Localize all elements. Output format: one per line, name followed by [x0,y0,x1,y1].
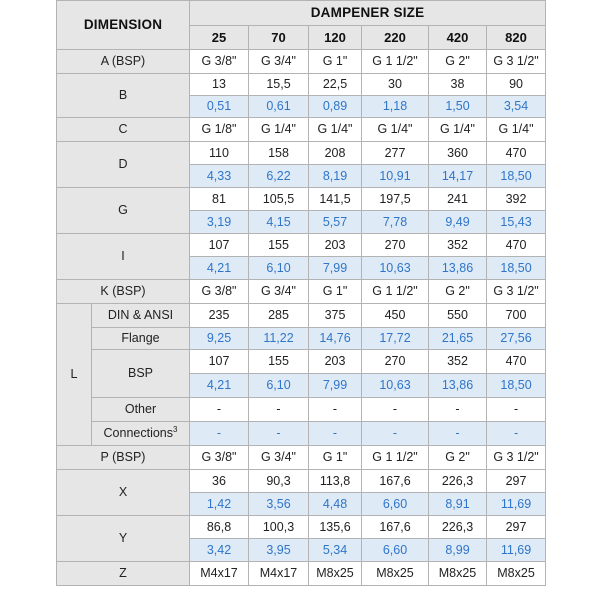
row-label: A (BSP) [57,50,190,74]
size-header: 25 [190,26,249,50]
row-label: X [57,470,190,516]
table-cell-inch: 4,33 [190,165,249,188]
table-cell: 360 [429,142,487,165]
table-cell: 392 [487,188,546,211]
table-cell: 375 [309,304,362,328]
table-cell: 470 [487,234,546,257]
row-l-flange-mm [57,304,546,328]
table-cell-inch: 6,22 [249,165,309,188]
table-cell-inch: - [362,422,429,446]
table-cell-inch: - [487,422,546,446]
table-cell: 167,6 [362,516,429,539]
table-cell-inch: 7,99 [309,374,362,398]
table-cell: 208 [309,142,362,165]
table-cell: 285 [249,304,309,328]
table-cell: G 1/4" [249,118,309,142]
table-cell: G 1" [309,50,362,74]
table-cell: 241 [429,188,487,211]
table-cell: 15,5 [249,74,309,96]
table-cell-inch: 13,86 [429,257,487,280]
table-cell: G 1/4" [487,118,546,142]
table-cell: 13 [190,74,249,96]
size-header: 70 [249,26,309,50]
table-cell: 352 [429,234,487,257]
table-cell: G 3 1/2" [487,50,546,74]
table-cell-inch: 1,50 [429,96,487,118]
row-g-mm [57,188,546,211]
table-cell: M8x25 [429,562,487,586]
table-cell-inch: - [190,422,249,446]
row-d-mm [57,142,546,165]
table-cell: 107 [190,234,249,257]
table-cell: G 1/4" [309,118,362,142]
row-a [57,50,546,74]
table-cell-inch: 4,21 [190,257,249,280]
table-cell: 203 [309,350,362,374]
table-cell: - [429,398,487,422]
table-cell-inch: 7,78 [362,211,429,234]
table-cell: G 1/8" [190,118,249,142]
table-cell-inch: 1,42 [190,493,249,516]
table-cell: 550 [429,304,487,328]
table-cell: 277 [362,142,429,165]
table-cell-inch: 5,34 [309,539,362,562]
row-label: G [57,188,190,234]
table-cell-inch: 0,51 [190,96,249,118]
table-cell-inch: 3,54 [487,96,546,118]
table-cell: 141,5 [309,188,362,211]
table-cell: 700 [487,304,546,328]
table-cell-inch: 11,69 [487,539,546,562]
row-label: Y [57,516,190,562]
table-cell: 90 [487,74,546,96]
sub-row-label: BSP [92,350,190,398]
table-cell-inch: 21,65 [429,328,487,350]
size-header: 420 [429,26,487,50]
table-cell: 86,8 [190,516,249,539]
table-cell: G 2" [429,280,487,304]
table-cell-inch: 13,86 [429,374,487,398]
table-cell-inch: 9,25 [190,328,249,350]
table-cell-inch: 18,50 [487,165,546,188]
table-cell: 235 [190,304,249,328]
row-c [57,118,546,142]
table-cell: 100,3 [249,516,309,539]
table-cell: G 3/8" [190,446,249,470]
table-cell-inch: 0,89 [309,96,362,118]
footnote-marker: 3 [173,425,178,435]
table-cell-inch: 8,19 [309,165,362,188]
table-cell-inch: 10,63 [362,374,429,398]
table-cell-inch: - [429,422,487,446]
table-cell: 81 [190,188,249,211]
table-cell-inch: 27,56 [487,328,546,350]
table-cell: G 1/4" [429,118,487,142]
table-cell-inch: 4,48 [309,493,362,516]
table-cell-inch: 10,63 [362,257,429,280]
table-cell: 158 [249,142,309,165]
table-cell-inch: 6,10 [249,374,309,398]
table-cell: 470 [487,350,546,374]
table-cell-inch: 5,57 [309,211,362,234]
table-cell: 270 [362,234,429,257]
table-cell-inch: - [249,422,309,446]
row-p [57,446,546,470]
table-cell: G 3 1/2" [487,446,546,470]
table-cell-inch: 3,56 [249,493,309,516]
row-label: L [57,304,92,446]
row-label: B [57,74,190,118]
header-dampener-size: DAMPENER SIZE [190,1,546,26]
header-dimension: DIMENSION [57,1,190,50]
table-cell: - [249,398,309,422]
table-cell: - [309,398,362,422]
table-cell-inch: 11,22 [249,328,309,350]
table-cell-inch: 0,61 [249,96,309,118]
table-cell: G 1 1/2" [362,280,429,304]
table-cell: G 3/4" [249,446,309,470]
size-header: 220 [362,26,429,50]
table-cell: 22,5 [309,74,362,96]
table-cell: 107 [190,350,249,374]
sub-row-label-text: Connections [103,426,174,441]
row-k [57,280,546,304]
table-cell: M4x17 [249,562,309,586]
table-cell-inch: 11,69 [487,493,546,516]
table-cell: 36 [190,470,249,493]
table-cell: 113,8 [309,470,362,493]
table-cell-inch: 7,99 [309,257,362,280]
row-l-flange-inch [57,328,546,350]
table-cell: 155 [249,350,309,374]
table-cell-inch: 4,15 [249,211,309,234]
table-cell-inch: 18,50 [487,374,546,398]
table-cell-inch: 6,60 [362,493,429,516]
table-cell: G 2" [429,446,487,470]
table-cell: - [190,398,249,422]
table-cell: 110 [190,142,249,165]
table-cell: 90,3 [249,470,309,493]
dimension-table [56,0,546,586]
sub-row-label-connections [92,422,190,446]
row-label: I [57,234,190,280]
table-cell-inch: 4,21 [190,374,249,398]
table-cell-inch: 8,91 [429,493,487,516]
row-l-bsp-mm [57,350,546,374]
table-cell: - [362,398,429,422]
table-cell: 352 [429,350,487,374]
table-cell-inch: 18,50 [487,257,546,280]
table-cell: G 1 1/2" [362,50,429,74]
table-cell: 297 [487,470,546,493]
size-header: 820 [487,26,546,50]
row-x-mm [57,470,546,493]
table-cell: G 3 1/2" [487,280,546,304]
table-cell: M8x25 [487,562,546,586]
table-cell-inch: 1,18 [362,96,429,118]
row-i-mm [57,234,546,257]
table-cell: 155 [249,234,309,257]
table-cell: 197,5 [362,188,429,211]
row-b-mm [57,74,546,96]
table-cell: M8x25 [362,562,429,586]
table-cell: G 1" [309,280,362,304]
table-cell: 470 [487,142,546,165]
table-cell: 203 [309,234,362,257]
table-cell-inch: 8,99 [429,539,487,562]
table-cell-inch: 6,10 [249,257,309,280]
row-label: P (BSP) [57,446,190,470]
table-cell: M4x17 [190,562,249,586]
row-label: K (BSP) [57,280,190,304]
table-cell: 38 [429,74,487,96]
table-cell: 135,6 [309,516,362,539]
table-cell-inch: 17,72 [362,328,429,350]
table-cell-inch: 14,76 [309,328,362,350]
table-cell: M8x25 [309,562,362,586]
table-cell-inch: 10,91 [362,165,429,188]
table-cell: 270 [362,350,429,374]
table-cell: G 1" [309,446,362,470]
table-cell: G 3/8" [190,50,249,74]
table-cell: 297 [487,516,546,539]
table-cell-inch: 3,95 [249,539,309,562]
table-cell-inch: 14,17 [429,165,487,188]
table-cell-inch: 15,43 [487,211,546,234]
row-label: Z [57,562,190,586]
table-cell: G 1/4" [362,118,429,142]
table-cell-inch: 3,19 [190,211,249,234]
row-l-other-inch [57,422,546,446]
row-z [57,562,546,586]
table-cell: 226,3 [429,516,487,539]
dimension-table-sheet [56,0,546,600]
row-label: D [57,142,190,188]
table-cell: 30 [362,74,429,96]
table-cell: 167,6 [362,470,429,493]
table-cell: G 3/8" [190,280,249,304]
row-label: C [57,118,190,142]
row-y-mm [57,516,546,539]
sub-row-label: Other [92,398,190,422]
table-cell: 450 [362,304,429,328]
table-cell-inch: 6,60 [362,539,429,562]
table-cell-inch: 3,42 [190,539,249,562]
table-cell: - [487,398,546,422]
table-cell: G 3/4" [249,280,309,304]
row-l-other-mm [57,398,546,422]
sub-row-label: Flange [92,328,190,350]
size-header: 120 [309,26,362,50]
table-cell-inch: 9,49 [429,211,487,234]
table-cell: G 2" [429,50,487,74]
table-cell-inch: - [309,422,362,446]
sub-row-label: DIN & ANSI [92,304,190,328]
table-cell: 226,3 [429,470,487,493]
table-cell: G 3/4" [249,50,309,74]
table-cell: 105,5 [249,188,309,211]
table-cell: G 1 1/2" [362,446,429,470]
